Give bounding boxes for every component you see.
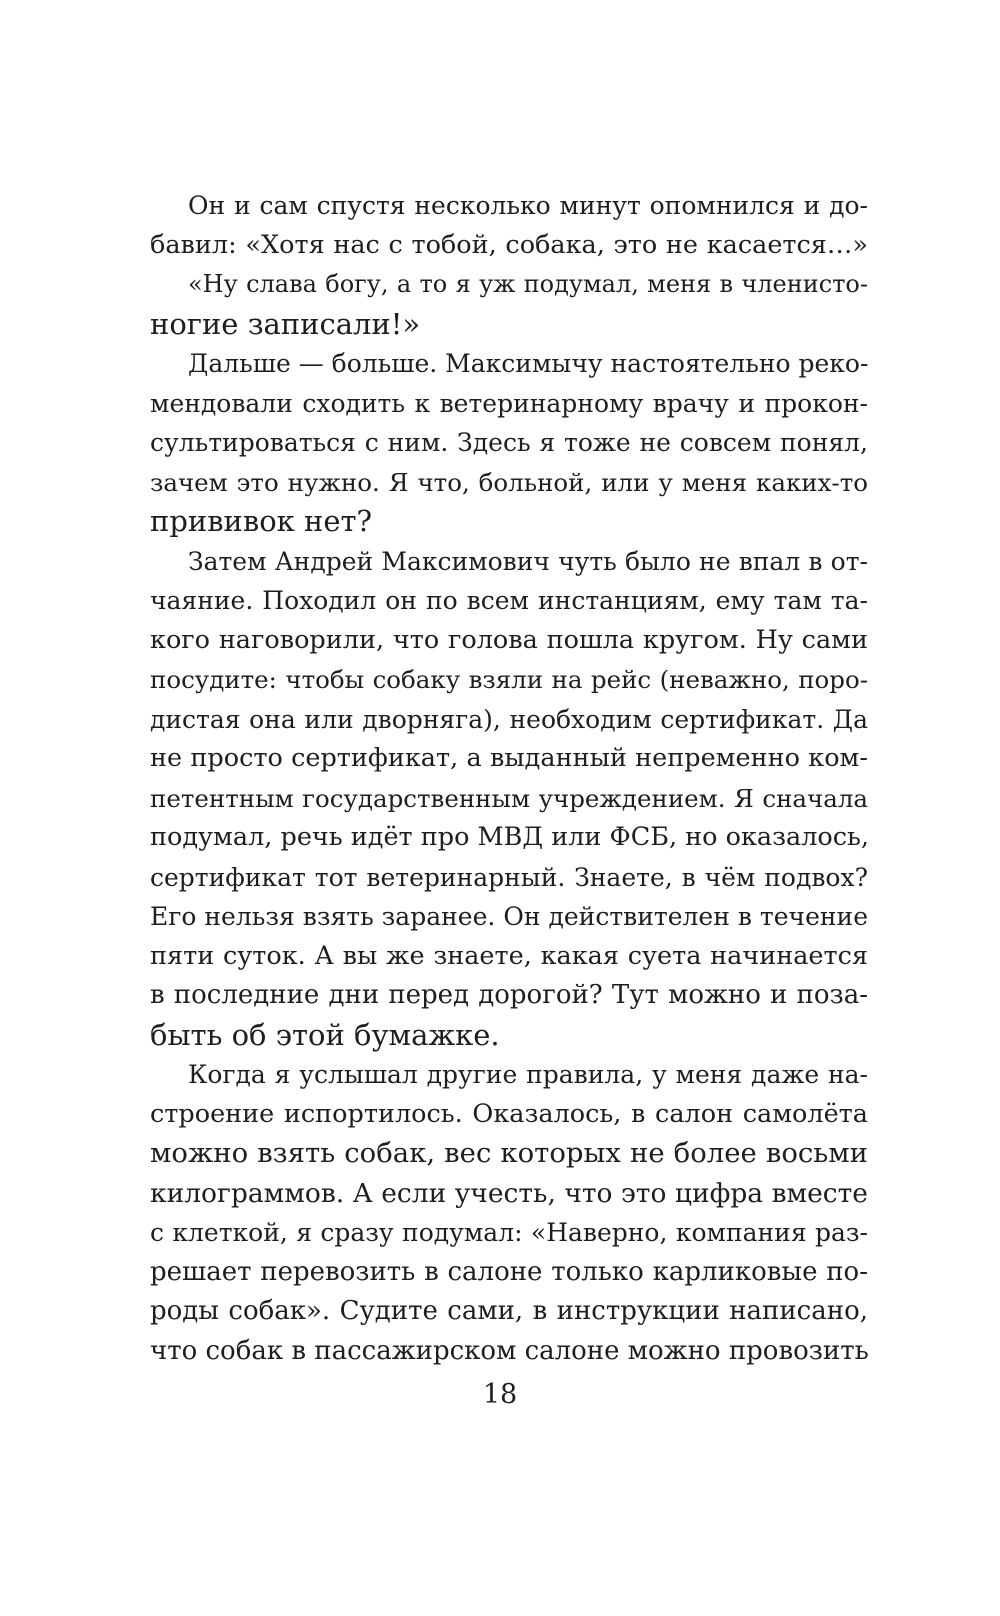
- text-line: ногие записали!»: [150, 306, 421, 341]
- text-line: бавил: «Хотя нас с тобой, собака, это не касается…»: [150, 229, 868, 260]
- text-line: не просто сертификат, а выданный непременно ком-: [150, 743, 868, 773]
- text-line: можно взять собак, вес которых не более восьми: [150, 1137, 868, 1169]
- text-line: роды собак». Судите сами, в инструкции написано,: [150, 1296, 868, 1326]
- text-line: быть об этой бумажке.: [150, 1017, 500, 1052]
- text-line: петентным государственным учреждением. Я сначала: [150, 783, 868, 813]
- text-line: строение испортилось. Оказалось, в салон самолёта: [150, 1098, 868, 1129]
- text-line: в последние дни перед дорогой? Тут можно и поза-: [150, 980, 868, 1010]
- text-line: Он и сам спустя несколько минут опомнился и до-: [188, 191, 868, 220]
- page-number: 18: [482, 1379, 518, 1410]
- text-line: Затем Андрей Максимович чуть было не впал в от-: [188, 546, 868, 576]
- text-line: сультироваться с ним. Здесь я тоже не совсем понял,: [150, 428, 868, 457]
- text-line: сертификат тот ветеринарный. Знаете, в чём подвох?: [150, 862, 868, 892]
- text-line: прививок нет?: [150, 504, 373, 538]
- text-line: чаяние. Походил он по всем инстанциям, ему там та-: [150, 586, 868, 615]
- text-line: пяти суток. А вы же знаете, какая суета начинается: [150, 940, 868, 971]
- text-line: кого наговорили, что голова пошла кругом. Ну сами: [150, 624, 868, 655]
- text-line: решает перевозить в салоне только карликовые по-: [150, 1256, 868, 1287]
- text-line: Когда я услышал другие правила, у меня даже на-: [188, 1060, 868, 1089]
- text-line: посудите: чтобы собаку взяли на рейс (неважно, поро-: [150, 665, 868, 694]
- text-line: с клеткой, я сразу подумал: «Наверно, компания раз-: [150, 1218, 868, 1247]
- page-body: [150, 186, 868, 1371]
- text-line: подумал, речь идёт про МВД или ФСБ, но оказалось,: [150, 822, 870, 852]
- text-line: «Ну слава богу, а то я уж подумал, меня в членисто-: [188, 270, 868, 298]
- text-line: дистая она или дворняга), необходим сертификат. Да: [150, 704, 868, 734]
- text-line: зачем это нужно. Я что, больной, или у меня каких-то: [150, 467, 868, 497]
- text-line: Дальше — больше. Максимычу настоятельно реко-: [188, 349, 869, 378]
- text-line: Его нельзя взять заранее. Он действителен в течение: [150, 902, 868, 931]
- text-line: мендовали сходить к ветеринарному врачу и прокон-: [150, 388, 868, 418]
- text-line: килограммов. А если учесть, что это цифра вместе: [150, 1177, 868, 1209]
- text-line: что собак в пассажирском салоне можно провозить: [150, 1335, 869, 1366]
